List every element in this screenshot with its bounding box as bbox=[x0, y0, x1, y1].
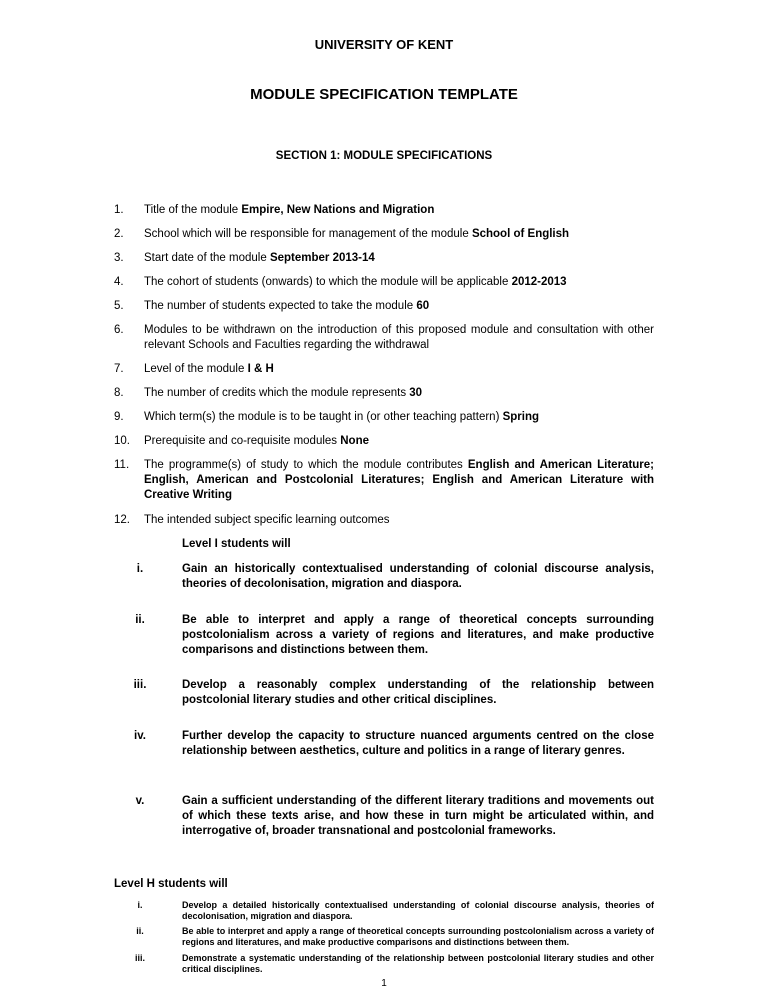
item-text: The number of credits which the module represents bbox=[144, 387, 410, 399]
item-number: 7. bbox=[114, 363, 124, 375]
item-text: Level of the module bbox=[144, 363, 248, 375]
outcome-number: i. bbox=[136, 563, 144, 575]
level-i-outcome-1 bbox=[114, 562, 654, 592]
item-text: Start date of the module bbox=[144, 252, 270, 264]
item-value: None bbox=[340, 435, 369, 447]
item-number: 6. bbox=[114, 324, 124, 336]
item-number: 4. bbox=[114, 276, 124, 288]
outcome-text: Gain a sufficient understanding of the different literary traditions and movements out of which these texts arise, and how these in turn might be articulated within, and interrogative of, broader transnational and postcolonial frameworks. bbox=[182, 795, 654, 837]
spec-item-10 bbox=[114, 434, 654, 449]
item-text: Prerequisite and co-requisite modules bbox=[144, 435, 341, 447]
spec-item-9 bbox=[114, 410, 654, 425]
level-i-outcome-2 bbox=[114, 613, 654, 658]
university-heading: UNIVERSITY OF KENT bbox=[314, 37, 454, 52]
level-h-outcome-2 bbox=[114, 926, 654, 948]
outcome-text: Be able to interpret and apply a range of theoretical concepts surrounding postcolonialism across a variety of regions and literatures, and make productive comparisons and distinctions between them. bbox=[182, 926, 654, 947]
spec-item-7 bbox=[114, 362, 654, 377]
spec-item-2 bbox=[114, 227, 654, 242]
outcome-number: i. bbox=[137, 900, 143, 910]
item-number: 11. bbox=[114, 459, 130, 471]
spec-item-12 bbox=[114, 513, 654, 528]
outcome-number: iii. bbox=[134, 953, 145, 963]
outcome-text: Develop a reasonably complex understanding of the relationship between postcolonial literary studies and other critical disciplines. bbox=[182, 679, 654, 706]
outcome-text: Demonstrate a systematic understanding of the relationship between postcolonial literary studies and other critical disciplines. bbox=[182, 953, 654, 974]
item-value: I & H bbox=[247, 363, 274, 375]
outcome-number: iv. bbox=[134, 730, 146, 742]
outcome-text: Be able to interpret and apply a range of theoretical concepts surrounding postcolonialism across a variety of regions and literatures, and make productive comparisons and distinctions between them. bbox=[182, 614, 654, 656]
outcome-number: v. bbox=[135, 795, 145, 807]
item-number: 1. bbox=[114, 204, 124, 216]
item-text: The number of students expected to take the module bbox=[144, 300, 417, 312]
outcome-text: Gain an historically contextualised understanding of colonial discourse analysis, theories of decolonisation, migration and diaspora. bbox=[182, 563, 654, 590]
level-i-outcome-3 bbox=[114, 678, 654, 708]
item-value: 2012-2013 bbox=[511, 276, 567, 288]
outcome-number: iii. bbox=[133, 679, 147, 691]
outcome-text: Develop a detailed historically contextualised understanding of colonial discourse analysis, theories of decolonisation, migration and diaspora. bbox=[182, 900, 654, 921]
item-number: 8. bbox=[114, 387, 124, 399]
item-number: 10. bbox=[114, 435, 130, 447]
item-text: The cohort of students (onwards) to which the module will be applicable bbox=[144, 276, 512, 288]
item-number: 3. bbox=[114, 252, 124, 264]
spec-item-1 bbox=[114, 203, 654, 218]
item-value: Spring bbox=[502, 411, 540, 423]
item-number: 5. bbox=[114, 300, 124, 312]
spec-item-6 bbox=[114, 323, 654, 353]
item-value: School of English bbox=[471, 228, 570, 240]
outcome-number: ii. bbox=[136, 926, 144, 936]
item-value: 60 bbox=[416, 300, 430, 312]
item-value: 30 bbox=[409, 387, 423, 399]
item-number: 9. bbox=[114, 411, 124, 423]
page-title: MODULE SPECIFICATION TEMPLATE bbox=[250, 86, 518, 103]
level-i-outcome-5 bbox=[114, 794, 654, 839]
section-heading: SECTION 1: MODULE SPECIFICATIONS bbox=[275, 150, 493, 162]
level-h-outcome-1 bbox=[114, 900, 654, 922]
item-text: Modules to be withdrawn on the introduction of this proposed module and consultation with other relevant Schools and Faculties regarding the withdrawal bbox=[144, 324, 654, 351]
page-number: 1 bbox=[381, 978, 387, 989]
level-i-label: Level I students will bbox=[182, 538, 291, 550]
item-text: The programme(s) of study to which the module contributes bbox=[144, 459, 468, 471]
spec-item-3 bbox=[114, 251, 654, 266]
outcome-number: ii. bbox=[135, 614, 145, 626]
item-text: The intended subject specific learning outcomes bbox=[144, 514, 390, 526]
level-h-outcome-3 bbox=[114, 953, 654, 975]
level-h-label: Level H students will bbox=[114, 878, 228, 890]
item-value: English and American Literature; English, American and Postcolonial Literatures; English and American Literature with Creative Writing bbox=[144, 459, 654, 501]
item-text: Title of the module bbox=[144, 204, 242, 216]
item-number: 2. bbox=[114, 228, 124, 240]
level-i-outcome-4 bbox=[114, 729, 654, 759]
item-value: September 2013-14 bbox=[269, 252, 375, 264]
item-number: 12. bbox=[114, 514, 130, 526]
outcome-text: Further develop the capacity to structure nuanced arguments centred on the close relationship between aesthetics, culture and politics in a range of literary genres. bbox=[182, 730, 654, 757]
spec-item-8 bbox=[114, 386, 654, 401]
spec-item-5 bbox=[114, 299, 654, 314]
item-text: School which will be responsible for management of the module bbox=[144, 228, 472, 240]
item-value: Empire, New Nations and Migration bbox=[241, 204, 435, 216]
spec-item-11 bbox=[114, 458, 654, 503]
spec-item-4 bbox=[114, 275, 654, 290]
item-text: Which term(s) the module is to be taught in (or other teaching pattern) bbox=[144, 411, 503, 423]
